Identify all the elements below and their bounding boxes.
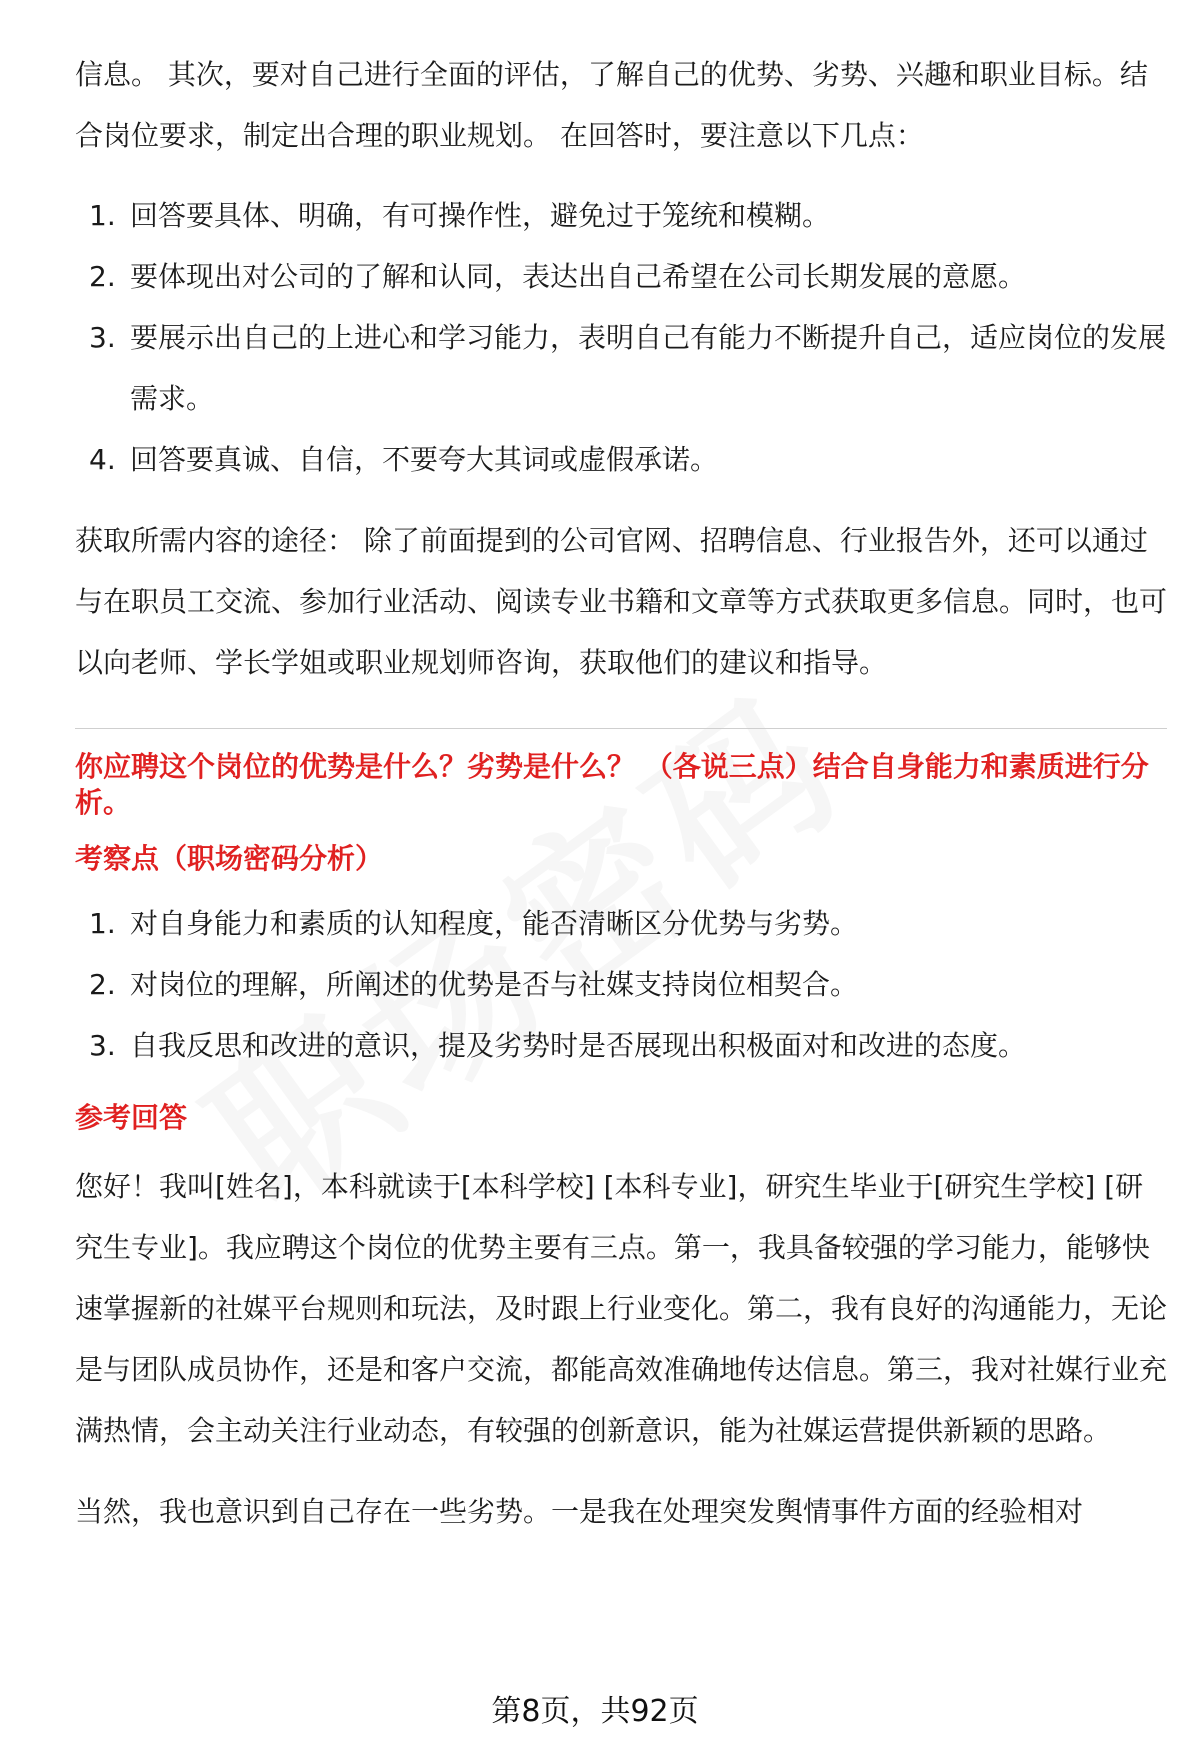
answer-tips-list [75,185,1167,490]
list-item: 3. 要展示出自己的上进心和学习能力，表明自己有能力不断提升自己，适应岗位的发展需求。 [89,321,1167,415]
intro-paragraph: 信息。 其次，要对自己进行全面的评估，了解自己的优势、劣势、兴趣和职业目标。结合岗位要求，制定出合理的职业规划。 在回答时，要注意以下几点： [75,58,1148,152]
reference-paragraph-continued: 当然，我也意识到自己存在一些劣势。一是我在处理突发舆情事件方面的经验相对 [75,1495,1084,1528]
page-number: 第8页，共92页 [491,1694,699,1729]
reference-paragraph: 您好！我叫[姓名]，本科就读于[本科学校] [本科专业]，研究生毕业于[研究生学校] [研究生专业]。我应聘这个岗位的优势主要有三点。第一，我具备较强的学习能力，能够快速掌握新的社媒平台规则和玩法，及时跟上行业变化。第二，我有良好的沟通能力，无论是与团队成员协作，还是和客户交流，都能高效准确地传达信息。第三，我对社媒行业充满热情，会主动关注行业动态，有较强的创新意识，能为社媒运营提供新颖的思路。 [75,1170,1168,1447]
document-page [75,44,1167,1542]
examine-points-list [75,893,1167,1076]
list-item: 1. 回答要具体、明确，有可操作性，避免过于笼统和模糊。 [89,199,831,232]
list-item: 2. 对岗位的理解，所阐述的优势是否与社媒支持岗位相契合。 [89,968,859,1001]
list-item: 4. 回答要真诚、自信，不要夸大其词或虚假承诺。 [89,443,719,476]
resources-paragraph: 获取所需内容的途径： 除了前面提到的公司官网、招聘信息、行业报告外，还可以通过与在职员工交流、参加行业活动、阅读专业书籍和文章等方式获取更多信息。同时，也可以向老师、学长学姐或职业规划师咨询，获取他们的建议和指导。 [75,524,1168,679]
list-item: 2. 要体现出对公司的了解和认同，表达出自己希望在公司长期发展的意愿。 [89,260,1027,293]
list-item: 3. 自我反思和改进的意识，提及劣势时是否展现出积极面对和改进的态度。 [89,1029,1027,1062]
section-divider [75,728,1167,729]
question-title: 你应聘这个岗位的优势是什么？劣势是什么？ （各说三点）结合自身能力和素质进行分析。 [75,750,1149,819]
list-item: 1. 对自身能力和素质的认知程度，能否清晰区分优势与劣势。 [89,907,859,940]
reference-heading: 参考回答 [75,1101,188,1134]
examine-heading: 考察点（职场密码分析） [75,842,384,875]
